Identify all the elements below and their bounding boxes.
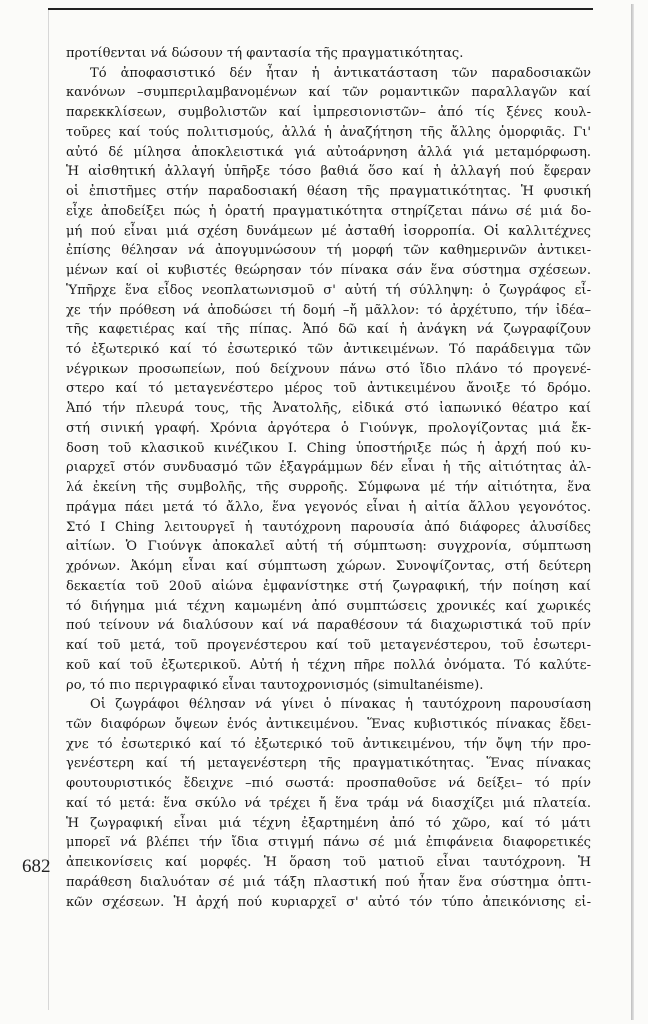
text-line: στερο καί τό μεταγενέστερο μέρος τοῦ ἀντικειμένου ἄνοιξε τό δρόμο. (66, 381, 591, 397)
text-line: οἱ ἐπιστῆμες στήν παραδοσιακή θέαση τῆς πραγματικότητας. Ἡ φυσική (66, 184, 591, 200)
text-line: πού τείνουν νά διαλύσουν καί νά παραθέσουν τά διαχωριστικά τοῦ πρίν (66, 618, 591, 634)
text-line: ἐπίσης θέλησαν νά ἀπογυμνώσουν τή μορφή τῶν καθημερινῶν ἀντικει- (66, 243, 591, 259)
text-line: Ἡ ζωγραφική εἶναι μιά τέχνη ἐξαρτημένη ἀπό τό χῶρο, καί τό μάτι (66, 815, 591, 831)
text-line: μπορεῖ νά βλέπει τήν ἴδια στιγμή πάνω σέ μιά ἐπιφάνεια διαφορετικές (66, 835, 591, 851)
text-line: Ὑπῆρχε ἕνα εἶδος νεοπλατωνισμοῦ σ' αὐτή τή σύλληψη: ὁ ζωγράφος εἶ- (66, 282, 591, 298)
text-line: νέγρικων προσωπείων, πού δείχνουν πάνω στό ἴδιο πλάνο τό προγενέ- (66, 361, 591, 377)
text-line: γενέστερη καί τή μεταγενέστερη τῆς πραγματικότητας. Ἕνας πίνακας (66, 756, 591, 772)
text-line: παράθεση διαλυόταν σέ μιά τάξη πλαστική πού ἦταν ἕνα σύστημα ὀπτι- (66, 874, 591, 890)
page-edge-shadow (631, 4, 634, 1020)
body-text (66, 44, 591, 912)
text-line: παρεκκλίσεων, συμβολιστῶν καί ἰμπρεσιονιστῶν– ἀπό τίς ξένες κουλ- (66, 105, 591, 121)
text-line: εἶχε ἀποδείξει πώς ἡ ὁρατή πραγματικότητα στηρίζεται πάνω σέ μιά δο- (66, 203, 591, 219)
text-line: δεκαετία τοῦ 20οῦ αἰώνα ἐμφανίστηκε στή ζωγραφική, τήν ποίηση καί (66, 578, 591, 594)
page-number: 682 (22, 856, 51, 877)
text-line: καί τοῦ μετά, τοῦ προγενέστερου καί τοῦ μεταγενέστερου, τοῦ ἐσωτερι- (66, 638, 591, 654)
text-line: προτίθενται νά δώσουν τή φαντασία τῆς πραγματικότητας. (66, 46, 464, 61)
text-line: χρόνων. Ἀκόμη εἶναι καί σύμπτωση χώρων. Συνοψίζοντας, στή δεύτερη (66, 559, 591, 575)
text-line: λά ἐκείνη τῆς συμβολῆς, τῆς συρροῆς. Σύμφωνα μέ τήν αἰτιότητα, ἕνα (66, 480, 591, 496)
top-rule (48, 8, 593, 10)
text-line: τό ἐξωτερικό καί τό ἐσωτερικό τῶν ἀντικειμένων. Τό παράδειγμα τῶν (66, 342, 591, 358)
text-line: πράγμα πάει μετά τό ἄλλο, ἕνα γεγονός εἶναι ἡ αἰτία ἄλλου γεγονότος. (66, 499, 591, 515)
text-line: αἰτίων. Ὁ Γιούνγκ ἀποκαλεῖ αὐτή τή σύμπτωση: συγχρονία, σύμπτωση (66, 539, 591, 555)
text-line: Οἱ ζωγράφοι θέλησαν νά γίνει ὁ πίνακας ἡ ταυτόχρονη παρουσίαση (90, 697, 591, 713)
text-line: τό διήγημα μιά τέχνη καμωμένη ἀπό συμπτώσεις χρονικές καί χωρικές (66, 598, 591, 614)
text-line: χε τήν πρόθεση νά ἀποδώσει τή δομή –ἤ μᾶλλον: τό ἀρχέτυπο, τήν ἰδέα– (66, 302, 591, 318)
text-line: στή σινική γραφή. Χρόνια ἀργότερα ὁ Γιούνγκ, προλογίζοντας μιά ἔκ- (66, 420, 591, 436)
text-line: ριαρχεῖ στόν συνδυασμό τῶν ἑξαγράμμων δέν εἶναι ἡ τῆς αἰτιότητας ἀλ- (66, 460, 591, 476)
text-line: Στό I Ching λειτουργεῖ ἡ ταυτόχρονη παρουσία ἀπό διάφορες ἁλυσίδες (66, 519, 591, 535)
text-line: φουτουριστικός ἔδειχνε –πιό σωστά: προσπαθοῦσε νά δείξει– τό πρίν (66, 776, 591, 792)
text-line: κανόνων –συμπεριλαμβανομένων καί τῶν ρομαντικῶν παραλλαγῶν καί (66, 85, 591, 101)
text-line: αὐτό δέ μίλησα ἀποκλειστικά γιά αὐτοάρνηση ἀλλά γιά μεταμόρφωση. (66, 144, 591, 160)
text-line: κῶν σχέσεων. Ἡ ἀρχή πού κυριαρχεῖ σ' αὐτό τόν τύπο ἀπεικόνισης εἰ- (66, 894, 591, 910)
text-line: χνε τό ἐσωτερικό καί τό ἐξωτερικό τοῦ ἀντικειμένου, τήν ὄψη τήν προ- (66, 736, 591, 752)
text-line: μή πού εἶναι μιά σχέση δυνάμεων μέ ἀσταθή ἰσορροπία. Οἱ καλλιτέχνες (66, 223, 591, 239)
text-line: ρο, τό πιο περιγραφικό εἶναι ταυτοχρονισμός (simultanéisme). (66, 677, 484, 693)
text-line: κοῦ καί τοῦ ἐξωτερικοῦ. Αὐτή ἡ τέχνη πῆρε πολλά ὀνόματα. Τό καλύτε- (66, 657, 591, 673)
text-line: μένων καί οἱ κυβιστές θεώρησαν τόν πίνακα σάν ἕνα σύστημα σχέσεων. (66, 263, 591, 279)
text-line: ἀπεικονίσεις καί μορφές. Ἡ ὅραση τοῦ ματιοῦ εἶναι ταυτόχρονη. Ἡ (66, 855, 591, 871)
text-line: τοῦρες καί τούς πολιτισμούς, ἀλλά ἡ ἀναζήτηση τῆς ἄλλης ὁμορφιᾶς. Γι' (66, 124, 591, 140)
text-line: Ἀπό τήν πλευρά τους, τῆς Ἀνατολῆς, εἰδικά στό ἰαπωνικό θέατρο καί (66, 401, 591, 417)
text-line: τῆς καφετιέρας καί τῆς πίπας. Ἀπό δῶ καί ἡ ἀνάγκη νά ζωγραφίζουν (66, 322, 591, 338)
text-line: Ἡ αἰσθητική ἀλλαγή ὑπῆρξε τόσο βαθιά ὅσο καί ἡ ἀλλαγή πού ἔφεραν (66, 164, 591, 180)
text-line: τῶν διαφόρων ὄψεων ἑνός ἀντικειμένου. Ἕνας κυβιστικός πίνακας ἔδει- (66, 716, 591, 732)
text-line: δοση τοῦ κλασικοῦ κινέζικου I. Ching ὑποστήριξε πώς ἡ ἀρχή πού κυ- (66, 440, 591, 456)
text-line: Τό ἀποφασιστικό δέν ἦταν ἡ ἀντικατάσταση τῶν παραδοσιακῶν (90, 65, 591, 81)
text-line: καί τό μετά: ἕνα σκύλο νά τρέχει ἤ ἕνα τράμ νά διασχίζει μιά πλατεία. (66, 795, 591, 811)
